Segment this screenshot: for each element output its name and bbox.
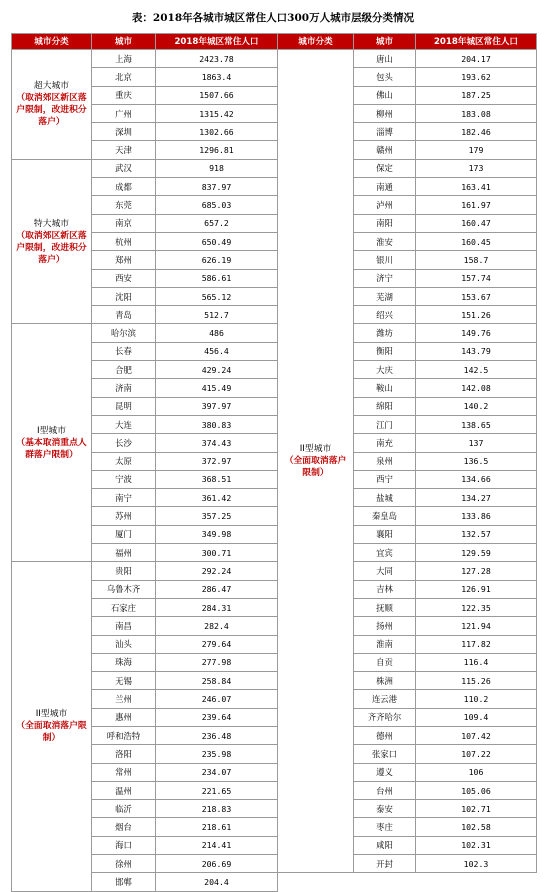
population-cell: 277.98 <box>156 653 278 671</box>
population-cell: 163.41 <box>416 178 537 196</box>
city-name-cell: 咸阳 <box>354 836 416 854</box>
city-name-cell: 深圳 <box>92 123 156 141</box>
city-name-cell: 石家庄 <box>92 598 156 616</box>
population-cell: 116.4 <box>416 653 537 671</box>
city-name-cell: 厦门 <box>92 525 156 543</box>
population-cell: 110.2 <box>416 690 537 708</box>
population-cell: 173 <box>416 159 537 177</box>
city-name-cell: 重庆 <box>92 86 156 104</box>
city-name-cell: 洛阳 <box>92 745 156 763</box>
city-name-cell: 包头 <box>354 68 416 86</box>
city-name-cell: 东莞 <box>92 196 156 214</box>
city-name-cell: 南昌 <box>92 617 156 635</box>
city-name-cell: 惠州 <box>92 708 156 726</box>
city-name-cell: 自贡 <box>354 653 416 671</box>
city-name-cell: 济南 <box>92 379 156 397</box>
header-city: 城市 <box>92 34 156 50</box>
city-name-cell: 芜湖 <box>354 287 416 305</box>
city-name-cell: 宁波 <box>92 470 156 488</box>
population-cell: 235.98 <box>156 745 278 763</box>
population-cell: 246.07 <box>156 690 278 708</box>
category-policy-note: （全面取消落户限制） <box>284 456 347 479</box>
population-cell: 143.79 <box>416 342 537 360</box>
category-policy-note: （基本取消重点人群落户限制） <box>16 437 87 460</box>
population-cell: 236.48 <box>156 726 278 744</box>
city-name-cell: 兰州 <box>92 690 156 708</box>
city-name-cell: 徐州 <box>92 855 156 873</box>
page-title: 表：2018年各城市城区常住人口300万人城市层级分类情况 <box>131 12 415 24</box>
population-cell: 221.65 <box>156 781 278 799</box>
population-cell: 258.84 <box>156 672 278 690</box>
city-name-cell: 柳州 <box>354 104 416 122</box>
table-row <box>12 324 278 342</box>
city-name-cell: 苏州 <box>92 507 156 525</box>
city-name-cell: 德州 <box>354 726 416 744</box>
population-cell: 1302.66 <box>156 123 278 141</box>
city-name-cell: 海口 <box>92 836 156 854</box>
table-row <box>278 50 537 68</box>
population-cell: 107.22 <box>416 745 537 763</box>
city-name-cell: 大同 <box>354 562 416 580</box>
population-cell: 102.31 <box>416 836 537 854</box>
city-name-cell: 潍坊 <box>354 324 416 342</box>
population-cell: 158.7 <box>416 251 537 269</box>
population-cell: 109.4 <box>416 708 537 726</box>
city-name-cell: 无锡 <box>92 672 156 690</box>
population-cell: 204.17 <box>416 50 537 68</box>
population-cell: 456.4 <box>156 342 278 360</box>
category-cell <box>12 324 92 562</box>
city-name-cell: 西宁 <box>354 470 416 488</box>
city-name-cell: 襄阳 <box>354 525 416 543</box>
city-name-cell: 合肥 <box>92 361 156 379</box>
category-cell <box>12 159 92 324</box>
city-name-cell: 淮南 <box>354 635 416 653</box>
city-name-cell: 淮安 <box>354 232 416 250</box>
city-name-cell: 福州 <box>92 544 156 562</box>
city-name-cell: 上海 <box>92 50 156 68</box>
population-cell: 102.3 <box>416 855 537 873</box>
population-cell: 105.06 <box>416 781 537 799</box>
population-cell: 279.64 <box>156 635 278 653</box>
category-policy-note: （取消郊区新区落户限制，改进积分落户） <box>16 93 87 128</box>
city-name-cell: 枣庄 <box>354 818 416 836</box>
population-cell: 372.97 <box>156 452 278 470</box>
city-name-cell: 大连 <box>92 415 156 433</box>
city-name-cell: 宜宾 <box>354 544 416 562</box>
population-cell: 415.49 <box>156 379 278 397</box>
population-cell: 657.2 <box>156 214 278 232</box>
city-name-cell: 贵阳 <box>92 562 156 580</box>
city-name-cell: 开封 <box>354 855 416 873</box>
category-cell <box>12 50 92 160</box>
population-cell: 126.91 <box>416 580 537 598</box>
population-cell: 182.46 <box>416 123 537 141</box>
header-population: 2018年城区常住人口 <box>416 34 537 50</box>
category-policy-note: （取消郊区新区落户限制，改进积分落户） <box>16 230 87 265</box>
city-name-cell: 鞍山 <box>354 379 416 397</box>
city-name-cell: 衡阳 <box>354 342 416 360</box>
population-cell: 102.71 <box>416 800 537 818</box>
city-name-cell: 广州 <box>92 104 156 122</box>
city-name-cell: 邯郸 <box>92 873 156 891</box>
population-cell: 565.12 <box>156 287 278 305</box>
population-cell: 122.35 <box>416 598 537 616</box>
city-name-cell: 济宁 <box>354 269 416 287</box>
header-population: 2018年城区常住人口 <box>156 34 278 50</box>
population-cell: 218.61 <box>156 818 278 836</box>
population-cell: 160.45 <box>416 232 537 250</box>
population-cell: 918 <box>156 159 278 177</box>
header-category: 城市分类 <box>278 34 354 50</box>
population-cell: 132.57 <box>416 525 537 543</box>
city-name-cell: 绵阳 <box>354 397 416 415</box>
population-cell: 397.97 <box>156 397 278 415</box>
city-name-cell: 烟台 <box>92 818 156 836</box>
city-name-cell: 温州 <box>92 781 156 799</box>
population-cell: 1296.81 <box>156 141 278 159</box>
category-cell <box>12 562 92 891</box>
left-header-row <box>12 34 278 50</box>
population-cell: 107.42 <box>416 726 537 744</box>
city-name-cell: 连云港 <box>354 690 416 708</box>
city-name-cell: 武汉 <box>92 159 156 177</box>
population-cell: 142.5 <box>416 361 537 379</box>
population-cell: 626.19 <box>156 251 278 269</box>
city-name-cell: 乌鲁木齐 <box>92 580 156 598</box>
city-name-cell: 青岛 <box>92 306 156 324</box>
population-cell: 374.43 <box>156 434 278 452</box>
population-cell: 136.5 <box>416 452 537 470</box>
population-cell: 129.59 <box>416 544 537 562</box>
population-cell: 157.74 <box>416 269 537 287</box>
city-name-cell: 长沙 <box>92 434 156 452</box>
population-cell: 121.94 <box>416 617 537 635</box>
category-name: 特大城市 <box>33 218 70 229</box>
population-cell: 127.28 <box>416 562 537 580</box>
table-row <box>12 159 278 177</box>
population-cell: 137 <box>416 434 537 452</box>
city-name-cell: 昆明 <box>92 397 156 415</box>
category-cell <box>278 50 354 873</box>
city-name-cell: 太原 <box>92 452 156 470</box>
city-name-cell: 沈阳 <box>92 287 156 305</box>
city-name-cell: 齐齐哈尔 <box>354 708 416 726</box>
population-cell: 153.67 <box>416 287 537 305</box>
population-cell: 284.31 <box>156 598 278 616</box>
population-cell: 361.42 <box>156 489 278 507</box>
city-name-cell: 淄博 <box>354 123 416 141</box>
category-name: II型城市 <box>35 709 68 720</box>
city-name-cell: 南阳 <box>354 214 416 232</box>
city-name-cell: 泸州 <box>354 196 416 214</box>
population-cell: 179 <box>416 141 537 159</box>
header-category: 城市分类 <box>12 34 92 50</box>
population-cell: 134.27 <box>416 489 537 507</box>
city-name-cell: 株洲 <box>354 672 416 690</box>
city-name-cell: 泉州 <box>354 452 416 470</box>
city-name-cell: 西安 <box>92 269 156 287</box>
population-cell: 300.71 <box>156 544 278 562</box>
population-cell: 183.08 <box>416 104 537 122</box>
population-cell: 1507.66 <box>156 86 278 104</box>
city-name-cell: 杭州 <box>92 232 156 250</box>
city-name-cell: 临沂 <box>92 800 156 818</box>
population-cell: 138.65 <box>416 415 537 433</box>
city-name-cell: 盐城 <box>354 489 416 507</box>
population-cell: 106 <box>416 763 537 781</box>
population-cell: 134.66 <box>416 470 537 488</box>
population-cell: 193.62 <box>416 68 537 86</box>
category-name: 超大城市 <box>33 81 70 92</box>
header-city: 城市 <box>354 34 416 50</box>
population-cell: 429.24 <box>156 361 278 379</box>
population-cell: 292.24 <box>156 562 278 580</box>
population-cell: 140.2 <box>416 397 537 415</box>
city-name-cell: 秦皇岛 <box>354 507 416 525</box>
population-cell: 204.4 <box>156 873 278 891</box>
population-cell: 234.07 <box>156 763 278 781</box>
population-cell: 149.76 <box>416 324 537 342</box>
population-cell: 357.25 <box>156 507 278 525</box>
city-name-cell: 江门 <box>354 415 416 433</box>
population-cell: 151.26 <box>416 306 537 324</box>
population-cell: 160.47 <box>416 214 537 232</box>
city-name-cell: 北京 <box>92 68 156 86</box>
right-table <box>277 33 537 873</box>
category-name: I型城市 <box>37 425 66 436</box>
city-name-cell: 郑州 <box>92 251 156 269</box>
city-name-cell: 南充 <box>354 434 416 452</box>
city-name-cell: 唐山 <box>354 50 416 68</box>
population-cell: 512.7 <box>156 306 278 324</box>
population-cell: 685.03 <box>156 196 278 214</box>
population-cell: 650.49 <box>156 232 278 250</box>
city-name-cell: 泰安 <box>354 800 416 818</box>
city-name-cell: 南通 <box>354 178 416 196</box>
city-name-cell: 呼和浩特 <box>92 726 156 744</box>
population-cell: 2423.78 <box>156 50 278 68</box>
city-name-cell: 常州 <box>92 763 156 781</box>
population-cell: 115.26 <box>416 672 537 690</box>
city-name-cell: 台州 <box>354 781 416 799</box>
population-cell: 117.82 <box>416 635 537 653</box>
left-table <box>11 33 278 892</box>
population-cell: 837.97 <box>156 178 278 196</box>
city-name-cell: 南京 <box>92 214 156 232</box>
population-cell: 214.41 <box>156 836 278 854</box>
city-name-cell: 大庆 <box>354 361 416 379</box>
city-name-cell: 保定 <box>354 159 416 177</box>
city-name-cell: 张家口 <box>354 745 416 763</box>
category-name: II型城市 <box>299 444 332 455</box>
population-cell: 187.25 <box>416 86 537 104</box>
city-name-cell: 吉林 <box>354 580 416 598</box>
population-cell: 286.47 <box>156 580 278 598</box>
city-name-cell: 赣州 <box>354 141 416 159</box>
city-name-cell: 银川 <box>354 251 416 269</box>
population-cell: 161.97 <box>416 196 537 214</box>
population-cell: 239.64 <box>156 708 278 726</box>
city-name-cell: 长春 <box>92 342 156 360</box>
city-name-cell: 汕头 <box>92 635 156 653</box>
city-name-cell: 绍兴 <box>354 306 416 324</box>
population-cell: 102.58 <box>416 818 537 836</box>
right-header-row <box>278 34 537 50</box>
city-name-cell: 天津 <box>92 141 156 159</box>
table-row <box>12 562 278 580</box>
city-name-cell: 南宁 <box>92 489 156 507</box>
population-cell: 368.51 <box>156 470 278 488</box>
population-cell: 586.61 <box>156 269 278 287</box>
population-cell: 1863.4 <box>156 68 278 86</box>
city-name-cell: 珠海 <box>92 653 156 671</box>
population-cell: 1315.42 <box>156 104 278 122</box>
city-name-cell: 抚顺 <box>354 598 416 616</box>
population-cell: 133.86 <box>416 507 537 525</box>
population-cell: 282.4 <box>156 617 278 635</box>
population-cell: 142.08 <box>416 379 537 397</box>
city-name-cell: 扬州 <box>354 617 416 635</box>
city-name-cell: 佛山 <box>354 86 416 104</box>
population-cell: 349.98 <box>156 525 278 543</box>
city-name-cell: 哈尔滨 <box>92 324 156 342</box>
city-name-cell: 成都 <box>92 178 156 196</box>
population-cell: 206.69 <box>156 855 278 873</box>
city-name-cell: 遵义 <box>354 763 416 781</box>
category-policy-note: （全面取消落户限制） <box>16 721 87 744</box>
table-row <box>12 50 278 68</box>
population-cell: 486 <box>156 324 278 342</box>
population-cell: 380.83 <box>156 415 278 433</box>
population-cell: 218.83 <box>156 800 278 818</box>
